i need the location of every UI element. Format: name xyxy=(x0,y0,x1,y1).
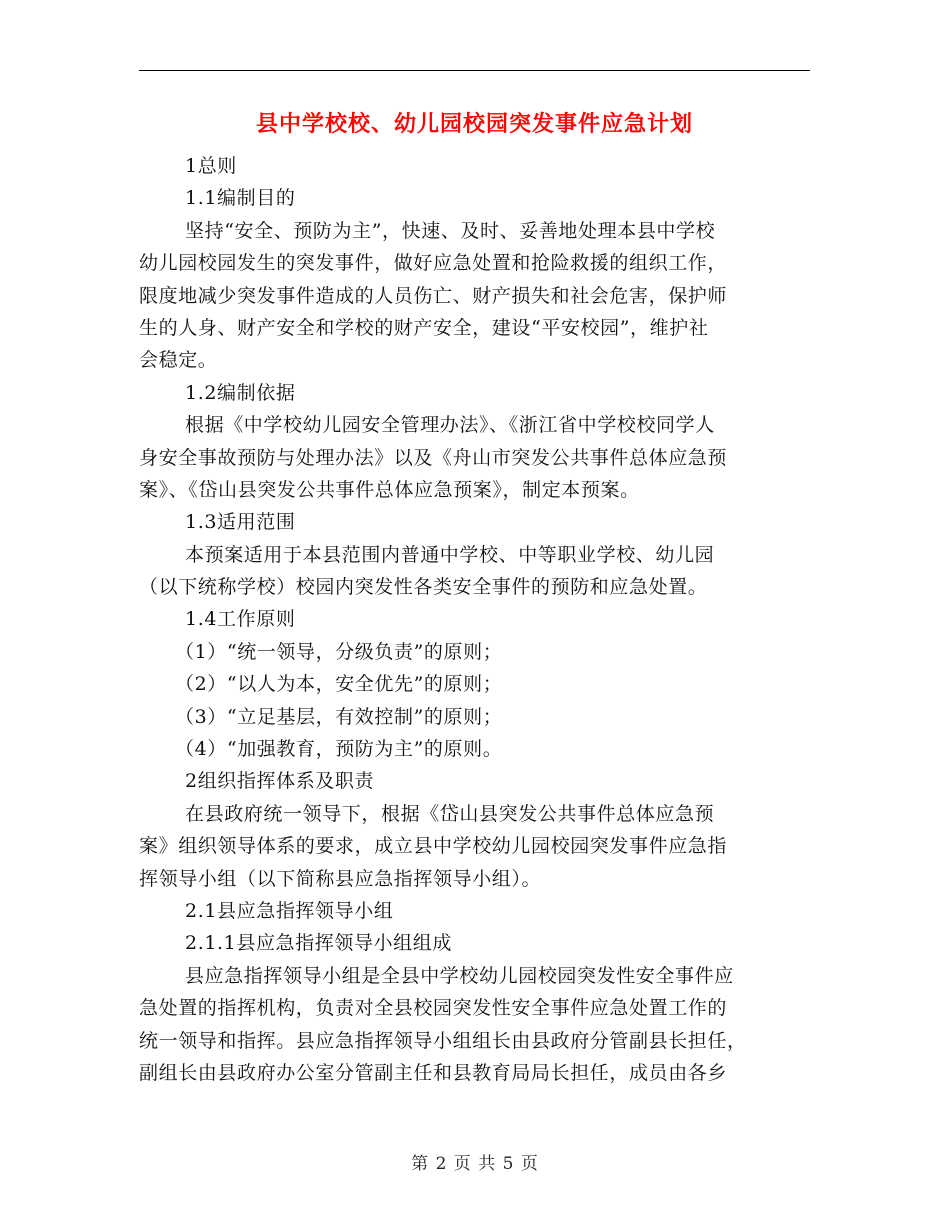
header-rule xyxy=(139,70,810,71)
principle-item: （4）“加强教育，预防为主”的原则。 xyxy=(175,738,503,761)
paragraph-line: （以下统称学校）校园内突发性各类安全事件的预防和应急处置。 xyxy=(139,576,708,599)
heading-command-group: 2.1县应急指挥领导小组 xyxy=(185,899,394,922)
paragraph-line: 本预案适用于本县范围内普通中学校、中等职业学校、幼儿园 xyxy=(185,543,715,566)
heading-basis: 1.2编制依据 xyxy=(185,381,296,404)
heading-organization: 2组织指挥体系及职责 xyxy=(185,770,375,793)
paragraph-line: 县应急指挥领导小组是全县中学校幼儿园校园突发性安全事件应 xyxy=(185,964,734,987)
heading-principles: 1.4工作原则 xyxy=(185,608,296,631)
paragraph-line: 会稳定。 xyxy=(139,349,218,372)
paragraph-line: 坚持“安全、预防为主”，快速、及时、妥善地处理本县中学校 xyxy=(185,219,716,242)
document-body xyxy=(139,150,810,1089)
paragraph-line: 限度地减少突发事件造成的人员伤亡、财产损失和社会危害，保护师 xyxy=(139,284,728,307)
paragraph-line: 统一领导和指挥。县应急指挥领导小组组长由县政府分管副县长担任， xyxy=(139,1029,747,1052)
page-number: 第 2 页 共 5 页 xyxy=(411,1154,539,1174)
principle-item: （3）“立足基层，有效控制”的原则； xyxy=(175,705,503,728)
paragraph-line: 幼儿园校园发生的突发事件，做好应急处置和抢险救援的组织工作， xyxy=(139,252,728,275)
paragraph-line: 挥领导小组（以下简称县应急指挥领导小组）。 xyxy=(139,867,542,890)
paragraph-line: 案》组织领导体系的要求，成立县中学校幼儿园校园突发事件应急指 xyxy=(139,835,728,858)
document-title: 县中学校校、幼儿园校园突发事件应急计划 xyxy=(255,111,693,137)
paragraph-line: 身安全事故预防与处理办法》以及《舟山市突发公共事件总体应急预 xyxy=(139,446,728,469)
paragraph-line: 副组长由县政府办公室分管副主任和县教育局局长担任，成员由各乡 xyxy=(139,1061,728,1084)
heading-general: 1总则 xyxy=(185,155,237,177)
principle-item: （1）“统一领导，分级负责”的原则； xyxy=(175,640,503,663)
principle-item: （2）“以人为本，安全优先”的原则； xyxy=(175,673,503,696)
paragraph-line: 急处置的指挥机构，负责对全县校园突发性安全事件应急处置工作的 xyxy=(139,997,728,1020)
paragraph-line: 生的人身、财产安全和学校的财产安全，建设“平安校园”，维护社 xyxy=(139,316,709,339)
paragraph-line: 在县政府统一领导下，根据《岱山县突发公共事件总体应急预 xyxy=(185,802,715,825)
heading-scope: 1.3适用范围 xyxy=(185,511,296,534)
heading-command-group-composition: 2.1.1县应急指挥领导小组组成 xyxy=(185,932,452,955)
heading-purpose: 1.1编制目的 xyxy=(185,187,296,210)
paragraph-line: 案》、《岱山县突发公共事件总体应急预案》，制定本预案。 xyxy=(139,478,640,501)
paragraph-line: 根据《中学校幼儿园安全管理办法》、《浙江省中学校校同学人 xyxy=(185,414,715,437)
